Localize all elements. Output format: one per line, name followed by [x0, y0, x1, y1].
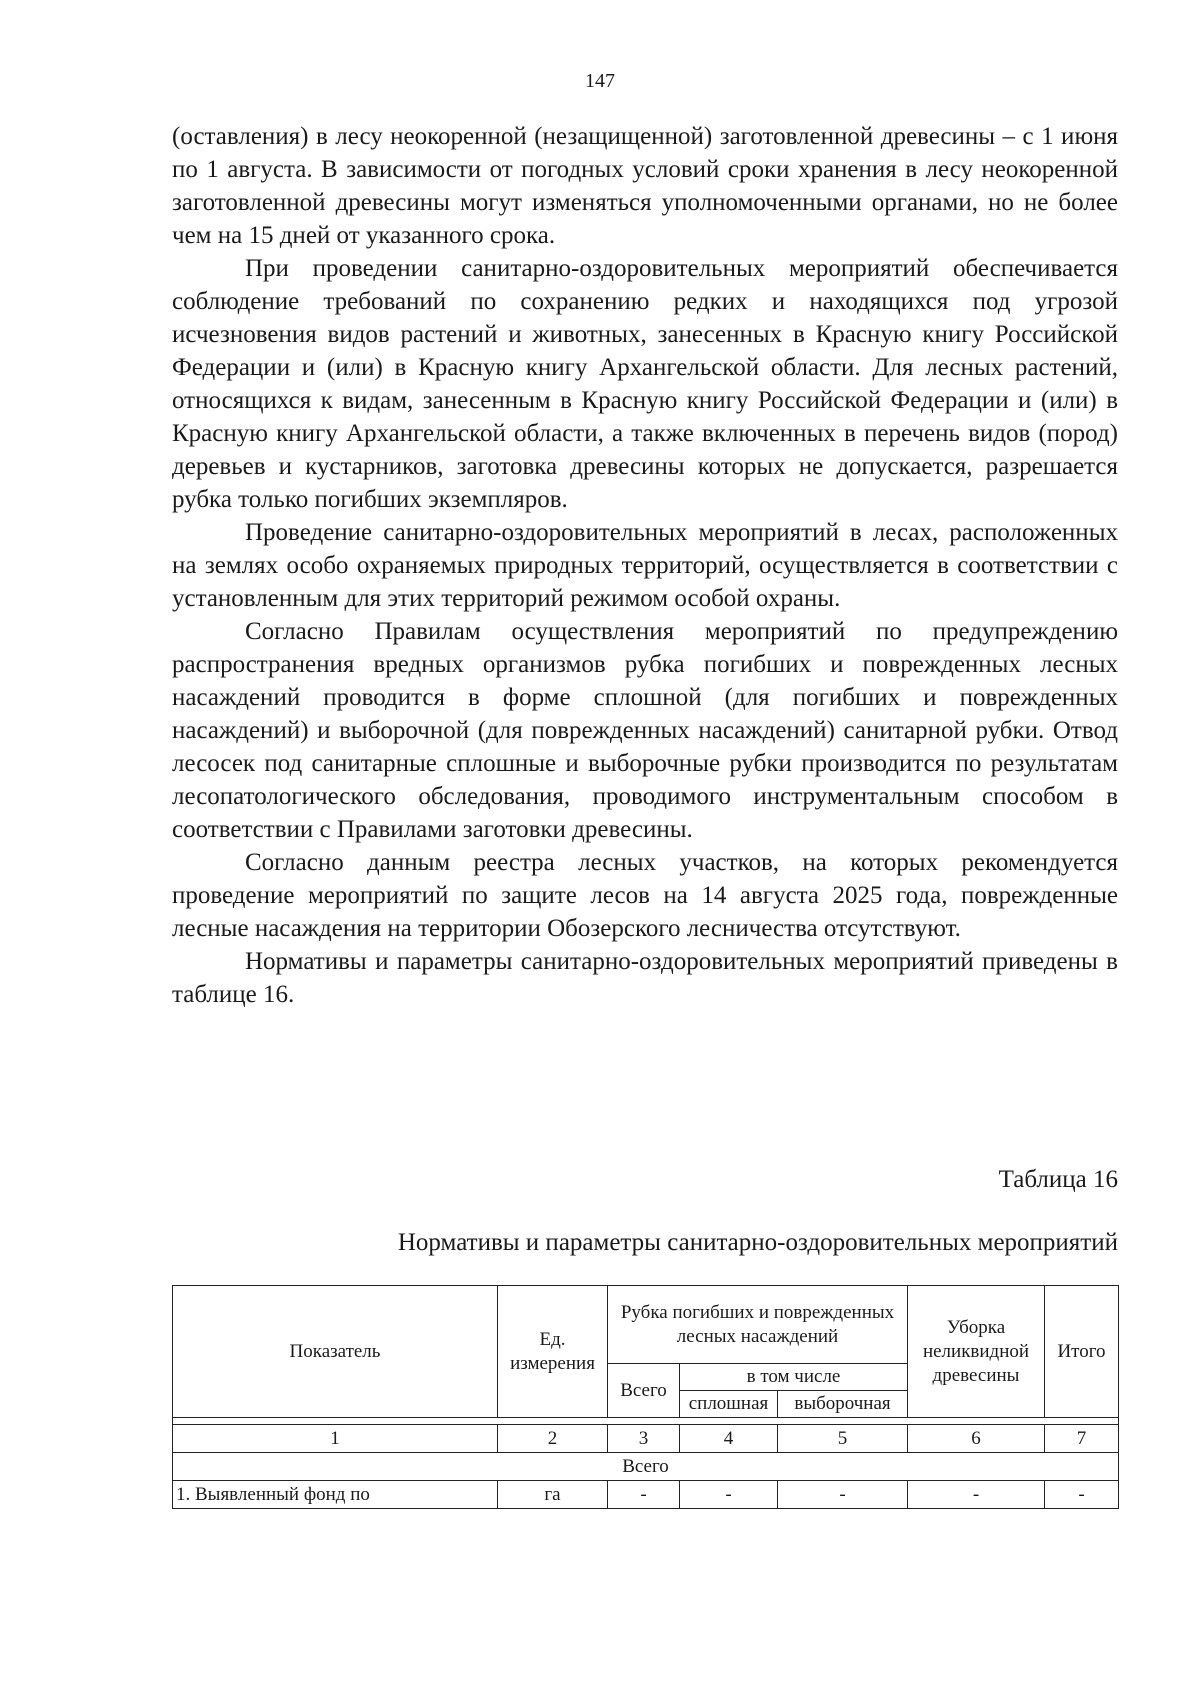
header-indicator: Показатель — [173, 1286, 498, 1418]
header-total-felling: Всего — [608, 1364, 680, 1418]
row-selective: - — [778, 1481, 908, 1509]
row-clear: - — [680, 1481, 778, 1509]
column-number: 7 — [1045, 1425, 1119, 1453]
paragraph: Проведение санитарно-оздоровительных мероприятий в лесах, расположенных на землях особо охраняемых природных территорий, осуществляется в соответствии с установленным для этих территорий режимом особой охраны. — [172, 519, 1118, 612]
page-number: 147 — [585, 70, 615, 92]
column-number: 2 — [498, 1425, 608, 1453]
header-unit: Ед. измерения — [498, 1286, 608, 1418]
norms-table — [172, 1285, 1119, 1509]
table-title: Нормативы и параметры санитарно-оздоровительных мероприятий — [397, 1229, 1118, 1256]
paragraph: Согласно данным реестра лесных участков, на которых рекомендуется проведение мероприятий по защите лесов на 14 августа 2025 года, поврежденные лесные насаждения на территории Обозерского лесничества отсутствуют. — [172, 849, 1118, 942]
paragraph: При проведении санитарно-оздоровительных мероприятий обеспечивается соблюдение требований по сохранению редких и находящихся под угрозой исчезновения видов растений и животных, занесенных в Красную книгу Российской Федерации и (или) в Красную книгу Архангельской области. Для лесных растений, относящихся к видам, занесенным в Красную книгу Российской Федерации и (или) в Красную книгу Архангельской области, а также включенных в перечень видов (пород) деревьев и кустарников, заготовка древесины которых не допускается, разрешается рубка только погибших экземпляров. — [172, 255, 1118, 513]
table-divider — [173, 1418, 1119, 1425]
column-number: 3 — [608, 1425, 680, 1453]
header-felling-group: Рубка погибших и поврежденных лесных насаждений — [608, 1286, 908, 1364]
header-selective: выборочная — [778, 1391, 908, 1418]
header-including: в том числе — [680, 1364, 908, 1391]
table-caption: Таблица 16 — [998, 1166, 1118, 1193]
header-grand-total: Итого — [1045, 1286, 1119, 1418]
body-text — [172, 120, 1118, 1011]
header-cleanup: Уборка неликвидной древесины — [908, 1286, 1045, 1418]
row-cleanup: - — [908, 1481, 1045, 1509]
column-number: 1 — [173, 1425, 498, 1453]
row-unit: га — [498, 1481, 608, 1509]
column-number: 4 — [680, 1425, 778, 1453]
table-row — [173, 1481, 1119, 1509]
row-total: - — [608, 1481, 680, 1509]
column-numbers-row — [173, 1425, 1119, 1453]
section-label: Всего — [173, 1453, 1119, 1481]
paragraph: Нормативы и параметры санитарно-оздоровительных мероприятий приведены в таблице 16. — [172, 948, 1118, 1008]
paragraph: (оставления) в лесу неокоренной (незащищенной) заготовленной древесины – с 1 июня по 1 августа. В зависимости от погодных условий сроки хранения в лесу неокоренной заготовленной древесины могут изменяться уполномоченными органами, но не более чем на 15 дней от указанного срока. — [172, 123, 1118, 249]
column-number: 6 — [908, 1425, 1045, 1453]
row-grand-total: - — [1045, 1481, 1119, 1509]
paragraph: Согласно Правилам осуществления мероприятий по предупреждению распространения вредных организмов рубка погибших и поврежденных лесных насаждений проводится в форме сплошной (для погибших и поврежденных насаждений) и выборочной (для поврежденных насаждений) санитарной рубки. Отвод лесосек под санитарные сплошные и выборочные рубки производится по результатам лесопатологического обследования, проводимого инструментальным способом в соответствии с Правилами заготовки древесины. — [172, 618, 1118, 843]
header-clear: сплошная — [680, 1391, 778, 1418]
column-number: 5 — [778, 1425, 908, 1453]
row-indicator: 1. Выявленный фонд по — [173, 1481, 498, 1509]
